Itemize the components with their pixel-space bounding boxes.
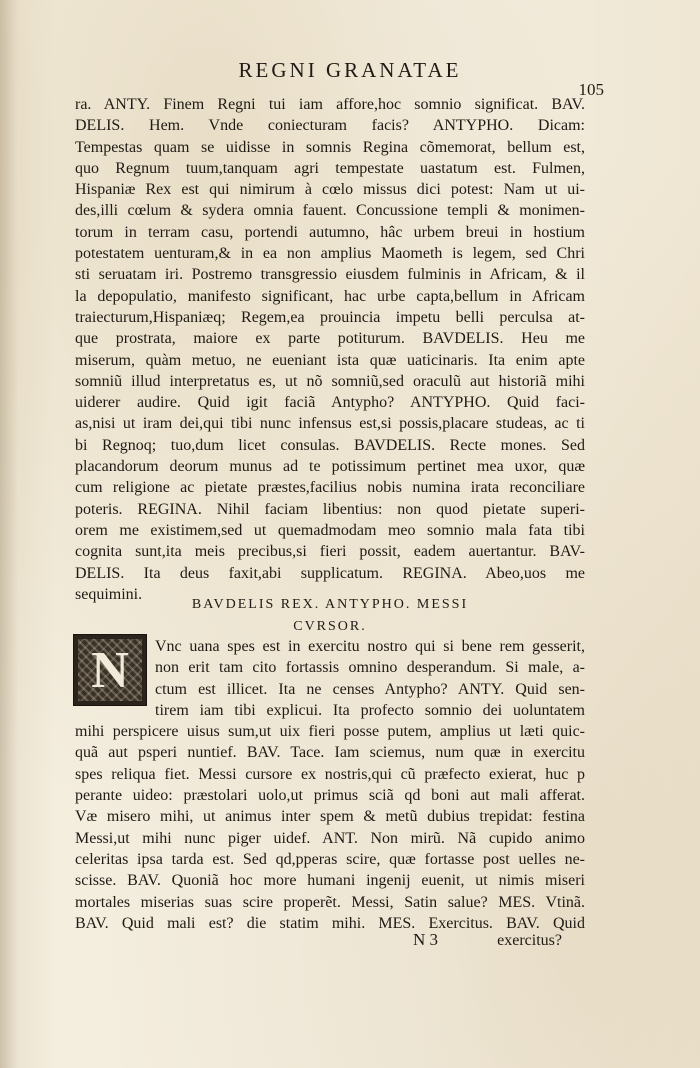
text-line: poteris. REGINA. Nihil faciam libentius: non quod pietate superi- bbox=[75, 500, 585, 518]
catchword: exercitus? bbox=[497, 932, 562, 949]
text-line: celeritas ipsa tarda est. Sed qd,pperas scire, quæ fortasse post uelles ne- bbox=[75, 850, 585, 868]
text-line: DELIS. Ita deus faxit,abi supplicatum. REGINA. Abeo,uos me bbox=[75, 564, 585, 582]
running-head: REGNI GRANATAE bbox=[238, 58, 462, 82]
text-block-1 bbox=[75, 94, 585, 605]
gutter-shadow bbox=[0, 0, 18, 1068]
text-line: la depopulatio, manifesto significant, hac urbe capta,bellum in Africam bbox=[75, 287, 585, 305]
text-line: scisse. BAV. Quoniã hoc more humani ingenij euenit, ut nimis miseri bbox=[75, 872, 585, 890]
text-line: ra. ANTY. Finem Regni tui iam affore,hoc somnio significat. BAV. bbox=[75, 96, 585, 113]
text-line: quã aut psperi nuntief. BAV. Tace. Iam sciemus, num quæ in exercitu bbox=[75, 744, 585, 762]
text-line: cum religione ac pietate præstes,facilius nobis numina irata reconciliare bbox=[75, 479, 585, 497]
text-line: des,illi cœlum & sydera omnia fauent. Concussione templi & monimen- bbox=[75, 202, 585, 220]
text-line: que prostrata, maiore ex parte potiturum. BAVDELIS. Heu me bbox=[75, 330, 585, 348]
text-line: perante uideo: præstolari uolo,ut primus sciã qd boni aut mali afferat. bbox=[75, 787, 585, 805]
text-line: bi Regnoq; tuo,dum licet consulas. BAVDELIS. Recte mones. Sed bbox=[75, 436, 585, 454]
text-line: ctum est illicet. Ita ne censes Antypho? ANTY. Quid sen- bbox=[155, 680, 585, 698]
text-line: Messi,ut mihi nunc piger uidef. ANT. Non mirũ. Nã cupido animo bbox=[75, 829, 585, 847]
folio-number: 105 bbox=[578, 80, 604, 99]
text-line: traiecturum,Hispaniæq; Regem,ea prouincia impetu belli perculsa at- bbox=[75, 308, 585, 326]
scene-heading-characters: BAVDELIS REX. ANTYPHO. MESSI bbox=[191, 597, 469, 612]
text-block-2 bbox=[75, 636, 585, 934]
text-line: cognita sunt,ita meis precibus,si fieri possit, eadem auertantur. BAV- bbox=[75, 543, 585, 561]
text-line: mortales miserias suas scire properẽt. Messi, Satin salue? MES. Vtinã. bbox=[75, 893, 585, 911]
initial-letter: N bbox=[78, 639, 142, 701]
text-line: non erit tam cito fortassis omnino desperandum. Si male, a- bbox=[155, 659, 585, 677]
text-line: placandorum deorum munus ad te potissimum pertinet mea uxor, quæ bbox=[75, 458, 585, 476]
text-line: BAV. Quid mali est? die statim mihi. MES. Exercitus. BAV. Quid bbox=[75, 914, 585, 932]
text-line: DELIS. Hem. Vnde coniecturam facis? ANTYPHO. Dicam: bbox=[75, 117, 585, 135]
text-line: Tempestas quam se uidisse in somnis Regina cõmemorat, bellum est, bbox=[75, 138, 585, 156]
text-line: miserum, quàm metuo, ne eueniant ista quæ uaticinaris. Ita enim apte bbox=[75, 351, 585, 369]
text-line: as,nisi ut iram dei,qui tibi nunc infensus est,si possis,placare studeas, ac ti bbox=[75, 415, 585, 433]
scene-heading-cursor: CVRSOR. bbox=[293, 619, 367, 634]
text-line: somniũ illud interpretatus es, ut nõ somniũ,sed oraculũ aut historiã mihi bbox=[75, 372, 585, 390]
text-line: quo Regnum tuum,tanquam agri tempestate uastatum est. Fulmen, bbox=[75, 159, 585, 177]
text-line: uiderer audire. Quid igit faciã Antypho? ANTYPHO. Quid faci- bbox=[75, 394, 585, 412]
text-line: sequimini. bbox=[75, 585, 143, 603]
text-line: orem me existimem,sed ut quemadmodam meo somnio mala fata tibi bbox=[75, 521, 585, 539]
text-line: mihi perspicere uisus sum,ut uix fieri posse putem, amplius ut læti quic- bbox=[75, 723, 585, 741]
text-line: Væ misero mihi, ut animus inter spem & metũ dubius trepidat: festina bbox=[75, 808, 585, 826]
text-line: tirem iam tibi explicui. Ita profecto somnio dei uoluntatem bbox=[155, 701, 585, 719]
text-line: sti seruatam iri. Postremo transgressio eiusdem fulminis in Africam, & il bbox=[75, 266, 585, 284]
signature-mark: N 3 bbox=[413, 930, 439, 949]
text-line: Vnc uana spes est in exercitu nostro qui si bene rem gesserit, bbox=[155, 638, 585, 655]
text-line: spes reliqua fiet. Messi cursore ex nostris,qui cũ præfecto exierat, huc p bbox=[75, 765, 585, 783]
text-line: potestatem uenturam,& in ea non amplius Maometh is legem, sed Chri bbox=[75, 245, 585, 263]
text-line: Hispaniæ Rex est qui nimirum à cœlo missus dici potest: Nam ut ui- bbox=[75, 181, 585, 199]
text-line: torum in terram casu, portendi autumno, hâc urbem breui in hostium bbox=[75, 223, 585, 241]
